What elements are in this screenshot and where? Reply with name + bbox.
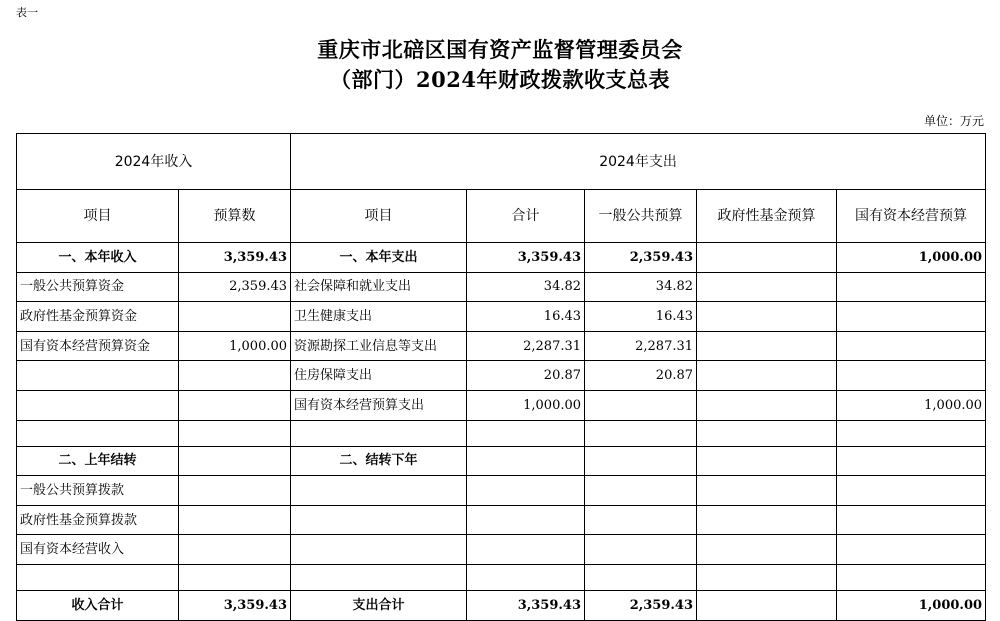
unit-label: 单位：万元	[923, 114, 984, 128]
expense-fund	[697, 420, 837, 446]
expense-general: 2,287.31	[585, 331, 697, 361]
table-row	[17, 272, 986, 302]
col-header-budget: 预算数	[179, 190, 291, 243]
expense-item	[291, 535, 467, 565]
expense-total: 16.43	[467, 302, 585, 332]
income-total-value: 3,359.43	[179, 590, 291, 620]
table-row	[17, 420, 986, 446]
expense-fund	[697, 243, 837, 273]
expense-fund	[697, 535, 837, 565]
table-row	[17, 535, 986, 565]
col-header-total: 合计	[467, 190, 585, 243]
income-value: 1,000.00	[179, 331, 291, 361]
income-item	[17, 361, 179, 391]
income-value	[179, 505, 291, 535]
expense-total-fund	[697, 590, 837, 620]
expense-fund	[697, 361, 837, 391]
group-header-row	[17, 134, 986, 190]
expense-general: 20.87	[585, 361, 697, 391]
expense-item: 社会保障和就业支出	[291, 272, 467, 302]
expense-total	[467, 535, 585, 565]
income-group-header: 2024年收入	[17, 134, 291, 190]
income-item: 二、上年结转	[17, 446, 179, 476]
expense-total	[467, 476, 585, 506]
expense-general	[585, 446, 697, 476]
income-value	[179, 390, 291, 420]
income-value	[179, 446, 291, 476]
table-row	[17, 361, 986, 391]
expense-state-capital: 1,000.00	[837, 243, 986, 273]
expense-fund	[697, 564, 837, 590]
income-value: 2,359.43	[179, 272, 291, 302]
expense-item	[291, 476, 467, 506]
expense-state-capital	[837, 331, 986, 361]
income-value	[179, 361, 291, 391]
table-row	[17, 446, 986, 476]
table-tag: 表一	[16, 6, 38, 19]
income-item	[17, 420, 179, 446]
income-item: 一般公共预算资金	[17, 272, 179, 302]
expense-state-capital	[837, 302, 986, 332]
col-header-general: 一般公共预算	[585, 190, 697, 243]
expense-general: 16.43	[585, 302, 697, 332]
income-item: 国有资本经营预算资金	[17, 331, 179, 361]
expense-total-label: 支出合计	[291, 590, 467, 620]
income-item: 一般公共预算拨款	[17, 476, 179, 506]
expense-total	[467, 505, 585, 535]
expense-general	[585, 564, 697, 590]
expense-item	[291, 505, 467, 535]
expense-general	[585, 535, 697, 565]
expense-general	[585, 390, 697, 420]
expense-state-capital: 1,000.00	[837, 390, 986, 420]
expense-total: 1,000.00	[467, 390, 585, 420]
totals-row	[17, 590, 986, 620]
expense-general	[585, 505, 697, 535]
expense-state-capital	[837, 476, 986, 506]
expense-total	[467, 446, 585, 476]
table-row	[17, 564, 986, 590]
expense-fund	[697, 476, 837, 506]
page-subtitle: （部门）2024年财政拨款收支总表	[330, 67, 670, 92]
col-header-fund: 政府性基金预算	[697, 190, 837, 243]
expense-state-capital	[837, 505, 986, 535]
table-row	[17, 331, 986, 361]
income-item: 政府性基金预算拨款	[17, 505, 179, 535]
income-item: 一、本年收入	[17, 243, 179, 273]
expense-general	[585, 420, 697, 446]
income-value	[179, 476, 291, 506]
expense-total: 20.87	[467, 361, 585, 391]
expense-fund	[697, 272, 837, 302]
expense-fund	[697, 390, 837, 420]
table-row	[17, 243, 986, 273]
column-header-row	[17, 190, 986, 243]
income-item	[17, 564, 179, 590]
expense-fund	[697, 331, 837, 361]
expense-item: 一、本年支出	[291, 243, 467, 273]
income-item: 政府性基金预算资金	[17, 302, 179, 332]
expense-state-capital	[837, 420, 986, 446]
col-header-exp-item: 项目	[291, 190, 467, 243]
expense-fund	[697, 446, 837, 476]
expense-state-capital	[837, 361, 986, 391]
expense-total	[467, 564, 585, 590]
income-value	[179, 420, 291, 446]
income-item	[17, 390, 179, 420]
expense-group-header: 2024年支出	[291, 134, 986, 190]
col-header-item: 项目	[17, 190, 179, 243]
table-row	[17, 505, 986, 535]
expense-total-sum: 3,359.43	[467, 590, 585, 620]
expense-total-state-capital: 1,000.00	[837, 590, 986, 620]
expense-fund	[697, 505, 837, 535]
expense-total-general: 2,359.43	[585, 590, 697, 620]
expense-general: 2,359.43	[585, 243, 697, 273]
expense-general	[585, 476, 697, 506]
expense-total	[467, 420, 585, 446]
expense-item: 卫生健康支出	[291, 302, 467, 332]
expense-state-capital	[837, 272, 986, 302]
budget-table	[16, 133, 986, 621]
expense-state-capital	[837, 535, 986, 565]
expense-item	[291, 420, 467, 446]
expense-item	[291, 564, 467, 590]
expense-general: 34.82	[585, 272, 697, 302]
expense-state-capital	[837, 446, 986, 476]
table-row	[17, 476, 986, 506]
col-header-state-capital: 国有资本经营预算	[837, 190, 986, 243]
expense-total: 34.82	[467, 272, 585, 302]
expense-total: 2,287.31	[467, 331, 585, 361]
income-value	[179, 564, 291, 590]
table-row	[17, 302, 986, 332]
income-total-label: 收入合计	[17, 590, 179, 620]
income-item: 国有资本经营收入	[17, 535, 179, 565]
income-value	[179, 535, 291, 565]
expense-item: 国有资本经营预算支出	[291, 390, 467, 420]
expense-item: 二、结转下年	[291, 446, 467, 476]
expense-total: 3,359.43	[467, 243, 585, 273]
expense-item: 资源勘探工业信息等支出	[291, 331, 467, 361]
page-title: 重庆市北碚区国有资产监督管理委员会	[317, 37, 683, 62]
income-value: 3,359.43	[179, 243, 291, 273]
income-value	[179, 302, 291, 332]
expense-state-capital	[837, 564, 986, 590]
expense-item: 住房保障支出	[291, 361, 467, 391]
table-row	[17, 390, 986, 420]
expense-fund	[697, 302, 837, 332]
